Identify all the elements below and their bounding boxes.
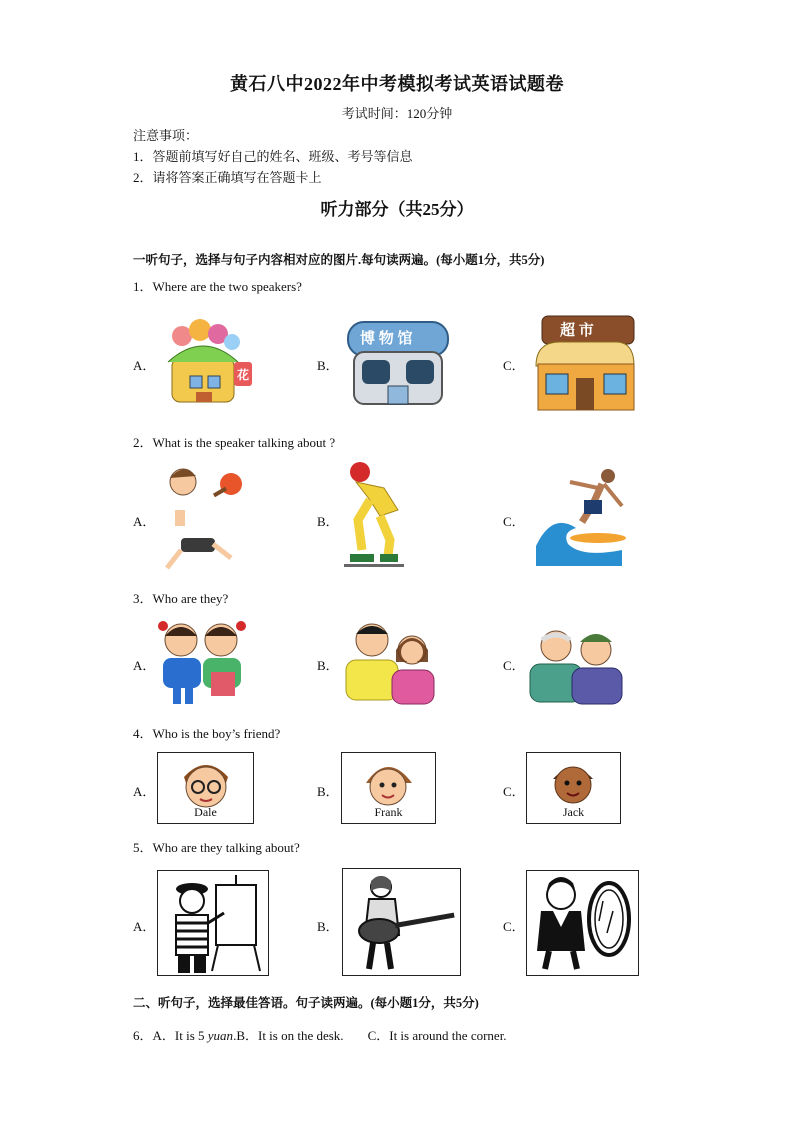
man-and-woman-image <box>340 618 438 706</box>
part1-instruction: 一听句子，选择与句子内容相对应的图片.每句读两遍。(每小题1分，共5分) <box>133 253 545 267</box>
question-1: 1．Where are the two speakers? <box>133 279 302 294</box>
supermarket-image <box>530 312 640 412</box>
skater-image <box>340 460 410 572</box>
question-3: 3．Who are they? <box>133 591 229 606</box>
q5-option-a-label: A． <box>133 919 156 934</box>
dale-name: Dale <box>194 805 217 819</box>
two-girls-image <box>155 616 249 706</box>
notes-title: 注意事项： <box>133 128 199 143</box>
q2-option-b-label: B． <box>317 514 339 529</box>
boy-frank-card <box>341 752 436 824</box>
painter-image <box>157 870 269 976</box>
flower-shop-image <box>160 316 260 408</box>
museum-sign-text: 博 物 馆 <box>360 331 413 347</box>
jack-name: Jack <box>562 805 585 819</box>
question-6 <box>133 1025 507 1044</box>
table-tennis-player-image <box>157 462 247 574</box>
flower-sign-text: 花 <box>237 368 250 382</box>
q5-option-b-label: B． <box>317 919 339 934</box>
surfer-image <box>532 466 628 566</box>
q2-option-a-label: A． <box>133 514 156 529</box>
guitarist-image <box>342 868 461 976</box>
q5-option-c-label: C． <box>503 919 525 934</box>
exam-title: 黄石八中2022年中考模拟考试英语试题卷 <box>230 74 564 94</box>
old-couple-image <box>526 626 628 706</box>
q3-option-a-label: A． <box>133 658 156 673</box>
q6-number: 6． <box>133 1028 153 1043</box>
supermarket-sign-text: 超 市 <box>560 323 594 339</box>
q6-option-a: A．It is 5 <box>152 1028 208 1043</box>
q1-option-a-label: A． <box>133 358 156 373</box>
q4-option-c-label: C． <box>503 784 525 799</box>
magician-mirror-image <box>526 870 639 976</box>
q2-option-c-label: C． <box>503 514 525 529</box>
note-1: 1．答题前填写好自己的姓名、班级、考号等信息 <box>133 149 413 164</box>
q6-option-a-unit: yuan <box>207 1028 234 1043</box>
q4-option-b-label: B． <box>317 784 339 799</box>
q6-option-c: C．It is around the corner. <box>367 1028 507 1043</box>
q3-option-b-label: B． <box>317 658 339 673</box>
question-4: 4．Who is the boy’s friend? <box>133 726 281 741</box>
museum-image <box>344 318 452 408</box>
q1-option-c-label: C． <box>503 358 525 373</box>
boy-jack-card <box>526 752 621 824</box>
section-title: 听力部分（共25分） <box>320 200 474 219</box>
q4-option-a-label: A． <box>133 784 156 799</box>
question-5: 5．Who are they talking about? <box>133 840 300 855</box>
boy-dale-card <box>157 752 254 824</box>
frank-name: Frank <box>374 805 403 819</box>
q6-option-b: .B．It is on the desk. <box>233 1028 344 1043</box>
q3-option-c-label: C． <box>503 658 525 673</box>
part2-instruction: 二、听句子，选择最佳答语。句子读两遍。(每小题1分，共5分) <box>133 996 479 1010</box>
q1-option-b-label: B． <box>317 358 339 373</box>
note-2: 2．请将答案正确填写在答题卡上 <box>133 170 322 185</box>
exam-time: 考试时间：120分钟 <box>341 106 453 121</box>
question-2: 2．What is the speaker talking about ? <box>133 435 336 450</box>
